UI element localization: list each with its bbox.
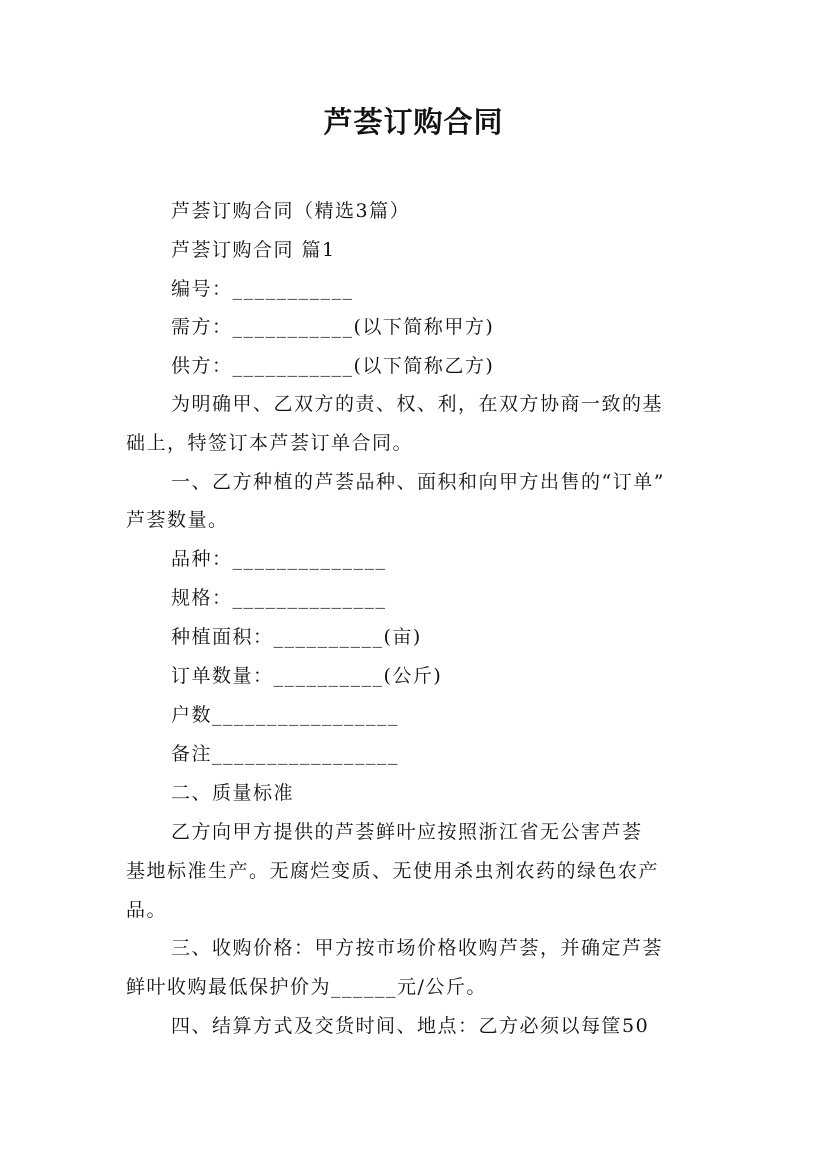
field-households: 户数_________________ [171, 704, 400, 726]
subtitle: 芦荟订购合同（精选3篇） [171, 200, 411, 222]
field-supplier: 供方：___________(以下简称乙方) [171, 355, 495, 377]
paragraph-line: 品。 [126, 899, 168, 921]
field-variety: 品种：______________ [171, 548, 387, 570]
field-quantity: 订单数量：__________(公斤) [171, 665, 443, 687]
paragraph-line: 四、结算方式及交货时间、地点：乙方必须以每筐50 [171, 1015, 650, 1037]
paragraph-line: 基地标准生产。无腐烂变质、无使用杀虫剂农药的绿色农产 [126, 860, 660, 882]
paragraph-line: 一、乙方种植的芦荟品种、面积和向甲方出售的“订单” [171, 471, 665, 493]
field-number: 编号：___________ [171, 278, 354, 300]
paragraph-line: 三、收购价格：甲方按市场价格收购芦荟，并确定芦荟 [171, 937, 664, 959]
paragraph-line: 础上，特签订本芦荟订单合同。 [126, 432, 414, 454]
paragraph-line: 为明确甲、乙双方的责、权、利，在双方协商一致的基 [171, 393, 664, 415]
section-heading: 芦荟订购合同 篇1 [171, 239, 336, 261]
field-remarks: 备注_________________ [171, 743, 400, 765]
document-title: 芦荟订购合同 [323, 105, 504, 139]
paragraph-line: 芦荟数量。 [126, 509, 229, 531]
field-area: 种植面积：__________(亩) [171, 626, 422, 648]
section-heading: 二、质量标准 [171, 782, 295, 804]
paragraph-line: 乙方向甲方提供的芦荟鲜叶应按照浙江省无公害芦荟 [171, 821, 643, 843]
field-buyer: 需方：___________(以下简称甲方) [171, 316, 495, 338]
paragraph-line: 鲜叶收购最低保护价为______元/公斤。 [126, 976, 487, 998]
field-spec: 规格：______________ [171, 587, 387, 609]
